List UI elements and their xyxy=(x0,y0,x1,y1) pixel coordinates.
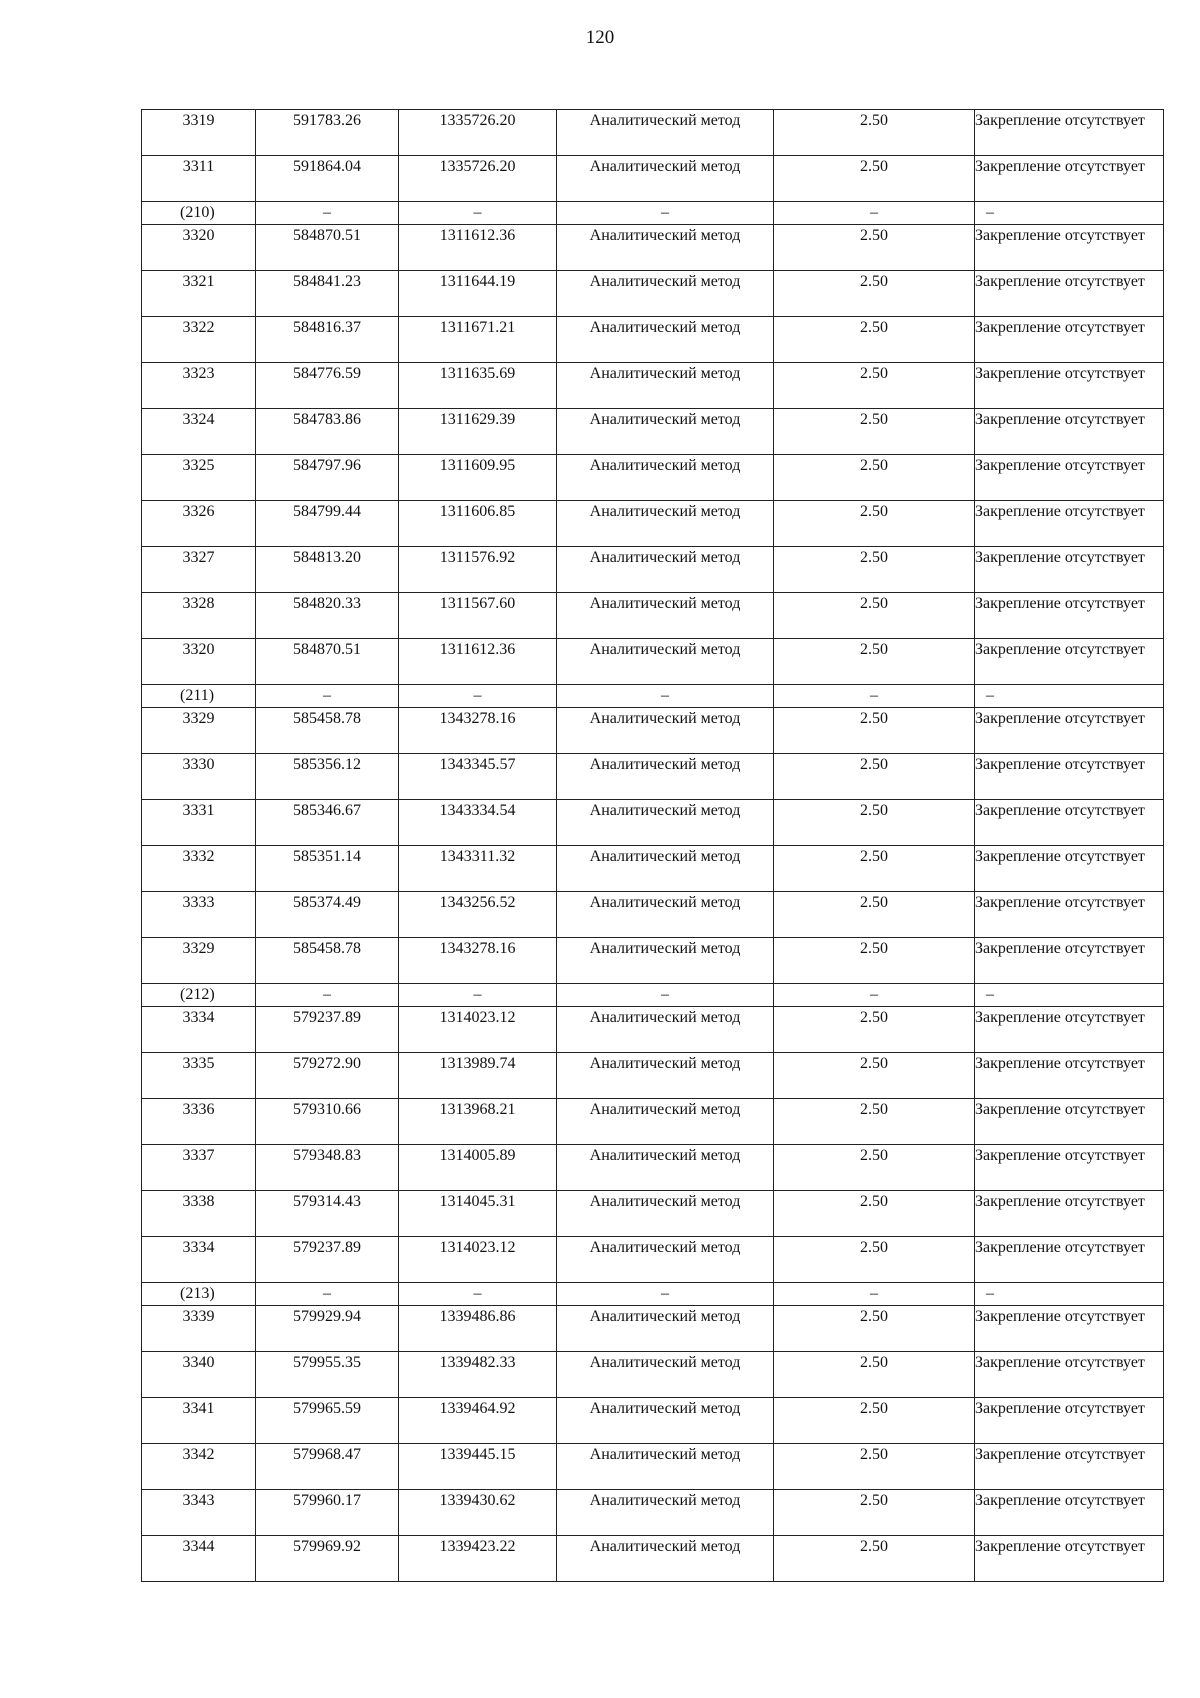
table-row xyxy=(142,1099,1164,1145)
point-number-cell: 3332 xyxy=(142,846,256,892)
table-row xyxy=(142,1306,1164,1352)
table-row xyxy=(142,317,1164,363)
y-coordinate-cell: 1339464.92 xyxy=(399,1398,557,1444)
method-cell: Аналитический метод xyxy=(557,800,774,846)
fixation-cell: – xyxy=(975,1283,1164,1306)
point-number-cell: 3344 xyxy=(142,1536,256,1582)
point-number-cell: 3334 xyxy=(142,1237,256,1283)
method-cell: Аналитический метод xyxy=(557,1099,774,1145)
x-coordinate-cell: 579272.90 xyxy=(256,1053,399,1099)
fixation-cell: Закрепление отсутствует xyxy=(975,317,1164,363)
fixation-cell: Закрепление отсутствует xyxy=(975,409,1164,455)
method-cell: Аналитический метод xyxy=(557,1398,774,1444)
precision-cell: 2.50 xyxy=(774,593,975,639)
method-cell: Аналитический метод xyxy=(557,892,774,938)
table-row xyxy=(142,225,1164,271)
x-coordinate-cell: 584797.96 xyxy=(256,455,399,501)
y-coordinate-cell: – xyxy=(399,1283,557,1306)
table-row xyxy=(142,156,1164,202)
x-coordinate-cell: – xyxy=(256,202,399,225)
x-coordinate-cell: 579968.47 xyxy=(256,1444,399,1490)
point-number-cell: 3329 xyxy=(142,938,256,984)
method-cell: Аналитический метод xyxy=(557,1237,774,1283)
contour-separator-row xyxy=(142,685,1164,708)
point-number-cell: 3320 xyxy=(142,225,256,271)
x-coordinate-cell: 579955.35 xyxy=(256,1352,399,1398)
x-coordinate-cell: 585346.67 xyxy=(256,800,399,846)
method-cell: Аналитический метод xyxy=(557,1352,774,1398)
point-number-cell: 3323 xyxy=(142,363,256,409)
method-cell: – xyxy=(557,1283,774,1306)
x-coordinate-cell: 579969.92 xyxy=(256,1536,399,1582)
fixation-cell: Закрепление отсутствует xyxy=(975,1398,1164,1444)
fixation-cell: Закрепление отсутствует xyxy=(975,1237,1164,1283)
method-cell: Аналитический метод xyxy=(557,156,774,202)
x-coordinate-cell: 579960.17 xyxy=(256,1490,399,1536)
x-coordinate-cell: 584841.23 xyxy=(256,271,399,317)
fixation-cell: Закрепление отсутствует xyxy=(975,547,1164,593)
precision-cell: 2.50 xyxy=(774,846,975,892)
fixation-cell: Закрепление отсутствует xyxy=(975,1145,1164,1191)
table-row xyxy=(142,708,1164,754)
precision-cell: – xyxy=(774,1283,975,1306)
precision-cell: 2.50 xyxy=(774,1237,975,1283)
fixation-cell: Закрепление отсутствует xyxy=(975,110,1164,156)
table-row xyxy=(142,1490,1164,1536)
table-row xyxy=(142,1191,1164,1237)
precision-cell: 2.50 xyxy=(774,317,975,363)
x-coordinate-cell: 584783.86 xyxy=(256,409,399,455)
x-coordinate-cell: 585458.78 xyxy=(256,708,399,754)
precision-cell: 2.50 xyxy=(774,892,975,938)
point-number-cell: 3329 xyxy=(142,708,256,754)
precision-cell: 2.50 xyxy=(774,271,975,317)
fixation-cell: Закрепление отсутствует xyxy=(975,754,1164,800)
x-coordinate-cell: 579929.94 xyxy=(256,1306,399,1352)
fixation-cell: Закрепление отсутствует xyxy=(975,892,1164,938)
contour-separator-row xyxy=(142,1283,1164,1306)
y-coordinate-cell: 1339423.22 xyxy=(399,1536,557,1582)
fixation-cell: Закрепление отсутствует xyxy=(975,708,1164,754)
y-coordinate-cell: 1343256.52 xyxy=(399,892,557,938)
method-cell: Аналитический метод xyxy=(557,1191,774,1237)
x-coordinate-cell: 579965.59 xyxy=(256,1398,399,1444)
table-row xyxy=(142,846,1164,892)
fixation-cell: Закрепление отсутствует xyxy=(975,846,1164,892)
table-row xyxy=(142,754,1164,800)
fixation-cell: Закрепление отсутствует xyxy=(975,225,1164,271)
point-number-cell: 3343 xyxy=(142,1490,256,1536)
x-coordinate-cell: 584816.37 xyxy=(256,317,399,363)
x-coordinate-cell: 585374.49 xyxy=(256,892,399,938)
x-coordinate-cell: 585356.12 xyxy=(256,754,399,800)
table-row xyxy=(142,938,1164,984)
fixation-cell: Закрепление отсутствует xyxy=(975,1099,1164,1145)
coordinates-table xyxy=(141,109,1164,1582)
y-coordinate-cell: 1343345.57 xyxy=(399,754,557,800)
contour-separator-row xyxy=(142,202,1164,225)
method-cell: – xyxy=(557,685,774,708)
point-number-cell: 3341 xyxy=(142,1398,256,1444)
method-cell: Аналитический метод xyxy=(557,501,774,547)
fixation-cell: Закрепление отсутствует xyxy=(975,1306,1164,1352)
method-cell: Аналитический метод xyxy=(557,593,774,639)
fixation-cell: Закрепление отсутствует xyxy=(975,1536,1164,1582)
table-row xyxy=(142,1053,1164,1099)
y-coordinate-cell: 1314045.31 xyxy=(399,1191,557,1237)
precision-cell: 2.50 xyxy=(774,1490,975,1536)
y-coordinate-cell: 1335726.20 xyxy=(399,156,557,202)
page-number: 120 xyxy=(585,27,615,48)
y-coordinate-cell: – xyxy=(399,984,557,1007)
point-number-cell: 3337 xyxy=(142,1145,256,1191)
point-number-cell: (213) xyxy=(142,1283,256,1306)
method-cell: – xyxy=(557,202,774,225)
point-number-cell: 3327 xyxy=(142,547,256,593)
fixation-cell: Закрепление отсутствует xyxy=(975,1053,1164,1099)
method-cell: Аналитический метод xyxy=(557,363,774,409)
precision-cell: 2.50 xyxy=(774,455,975,501)
table-row xyxy=(142,1398,1164,1444)
method-cell: Аналитический метод xyxy=(557,409,774,455)
point-number-cell: 3342 xyxy=(142,1444,256,1490)
table-row xyxy=(142,547,1164,593)
fixation-cell: Закрепление отсутствует xyxy=(975,271,1164,317)
table-row xyxy=(142,455,1164,501)
table-row xyxy=(142,110,1164,156)
precision-cell: 2.50 xyxy=(774,409,975,455)
point-number-cell: 3339 xyxy=(142,1306,256,1352)
method-cell: Аналитический метод xyxy=(557,708,774,754)
x-coordinate-cell: 584776.59 xyxy=(256,363,399,409)
fixation-cell: Закрепление отсутствует xyxy=(975,1352,1164,1398)
point-number-cell: 3320 xyxy=(142,639,256,685)
y-coordinate-cell: 1339482.33 xyxy=(399,1352,557,1398)
y-coordinate-cell: 1311606.85 xyxy=(399,501,557,547)
x-coordinate-cell: – xyxy=(256,1283,399,1306)
x-coordinate-cell: 591864.04 xyxy=(256,156,399,202)
fixation-cell: Закрепление отсутствует xyxy=(975,363,1164,409)
table-row xyxy=(142,892,1164,938)
point-number-cell: 3333 xyxy=(142,892,256,938)
coordinates-table-body xyxy=(142,110,1164,1582)
method-cell: Аналитический метод xyxy=(557,1536,774,1582)
y-coordinate-cell: 1343278.16 xyxy=(399,708,557,754)
table-row xyxy=(142,1352,1164,1398)
point-number-cell: 3340 xyxy=(142,1352,256,1398)
table-row xyxy=(142,409,1164,455)
table-row xyxy=(142,501,1164,547)
point-number-cell: 3321 xyxy=(142,271,256,317)
x-coordinate-cell: 584799.44 xyxy=(256,501,399,547)
table-row xyxy=(142,271,1164,317)
y-coordinate-cell: 1311612.36 xyxy=(399,639,557,685)
y-coordinate-cell: 1311635.69 xyxy=(399,363,557,409)
point-number-cell: (212) xyxy=(142,984,256,1007)
fixation-cell: Закрепление отсутствует xyxy=(975,639,1164,685)
y-coordinate-cell: 1335726.20 xyxy=(399,110,557,156)
contour-separator-row xyxy=(142,984,1164,1007)
x-coordinate-cell: 579237.89 xyxy=(256,1237,399,1283)
table-row xyxy=(142,363,1164,409)
x-coordinate-cell: 591783.26 xyxy=(256,110,399,156)
y-coordinate-cell: 1314005.89 xyxy=(399,1145,557,1191)
table-row xyxy=(142,639,1164,685)
precision-cell: 2.50 xyxy=(774,1444,975,1490)
x-coordinate-cell: 579314.43 xyxy=(256,1191,399,1237)
point-number-cell: 3324 xyxy=(142,409,256,455)
method-cell: Аналитический метод xyxy=(557,846,774,892)
fixation-cell: Закрепление отсутствует xyxy=(975,1007,1164,1053)
method-cell: Аналитический метод xyxy=(557,639,774,685)
fixation-cell: Закрепление отсутствует xyxy=(975,938,1164,984)
y-coordinate-cell: 1311567.60 xyxy=(399,593,557,639)
method-cell: Аналитический метод xyxy=(557,317,774,363)
method-cell: Аналитический метод xyxy=(557,1490,774,1536)
x-coordinate-cell: 584813.20 xyxy=(256,547,399,593)
x-coordinate-cell: – xyxy=(256,685,399,708)
method-cell: Аналитический метод xyxy=(557,938,774,984)
table-row xyxy=(142,1145,1164,1191)
x-coordinate-cell: 579348.83 xyxy=(256,1145,399,1191)
fixation-cell: Закрепление отсутствует xyxy=(975,1191,1164,1237)
precision-cell: 2.50 xyxy=(774,225,975,271)
x-coordinate-cell: 579237.89 xyxy=(256,1007,399,1053)
precision-cell: 2.50 xyxy=(774,708,975,754)
precision-cell: – xyxy=(774,685,975,708)
precision-cell: 2.50 xyxy=(774,547,975,593)
fixation-cell: – xyxy=(975,984,1164,1007)
method-cell: Аналитический метод xyxy=(557,1306,774,1352)
point-number-cell: 3325 xyxy=(142,455,256,501)
fixation-cell: Закрепление отсутствует xyxy=(975,156,1164,202)
table-row xyxy=(142,1536,1164,1582)
y-coordinate-cell: – xyxy=(399,685,557,708)
x-coordinate-cell: 585458.78 xyxy=(256,938,399,984)
precision-cell: – xyxy=(774,202,975,225)
x-coordinate-cell: 585351.14 xyxy=(256,846,399,892)
y-coordinate-cell: 1343334.54 xyxy=(399,800,557,846)
table-row xyxy=(142,1007,1164,1053)
precision-cell: 2.50 xyxy=(774,800,975,846)
point-number-cell: (211) xyxy=(142,685,256,708)
point-number-cell: 3319 xyxy=(142,110,256,156)
precision-cell: 2.50 xyxy=(774,1191,975,1237)
precision-cell: 2.50 xyxy=(774,1306,975,1352)
x-coordinate-cell: 584870.51 xyxy=(256,225,399,271)
precision-cell: 2.50 xyxy=(774,639,975,685)
precision-cell: 2.50 xyxy=(774,1398,975,1444)
method-cell: Аналитический метод xyxy=(557,1053,774,1099)
method-cell: Аналитический метод xyxy=(557,1007,774,1053)
table-row xyxy=(142,1444,1164,1490)
y-coordinate-cell: 1339486.86 xyxy=(399,1306,557,1352)
x-coordinate-cell: 579310.66 xyxy=(256,1099,399,1145)
y-coordinate-cell: 1311629.39 xyxy=(399,409,557,455)
fixation-cell: – xyxy=(975,202,1164,225)
point-number-cell: 3331 xyxy=(142,800,256,846)
fixation-cell: Закрепление отсутствует xyxy=(975,455,1164,501)
x-coordinate-cell: 584820.33 xyxy=(256,593,399,639)
point-number-cell: 3338 xyxy=(142,1191,256,1237)
method-cell: Аналитический метод xyxy=(557,225,774,271)
point-number-cell: 3335 xyxy=(142,1053,256,1099)
fixation-cell: Закрепление отсутствует xyxy=(975,1444,1164,1490)
method-cell: Аналитический метод xyxy=(557,271,774,317)
precision-cell: 2.50 xyxy=(774,754,975,800)
y-coordinate-cell: 1311609.95 xyxy=(399,455,557,501)
method-cell: Аналитический метод xyxy=(557,110,774,156)
point-number-cell: 3322 xyxy=(142,317,256,363)
table-row xyxy=(142,593,1164,639)
precision-cell: – xyxy=(774,984,975,1007)
precision-cell: 2.50 xyxy=(774,110,975,156)
method-cell: Аналитический метод xyxy=(557,754,774,800)
fixation-cell: Закрепление отсутствует xyxy=(975,1490,1164,1536)
y-coordinate-cell: 1311644.19 xyxy=(399,271,557,317)
precision-cell: 2.50 xyxy=(774,501,975,547)
precision-cell: 2.50 xyxy=(774,1536,975,1582)
point-number-cell: 3328 xyxy=(142,593,256,639)
y-coordinate-cell: 1311671.21 xyxy=(399,317,557,363)
y-coordinate-cell: 1311576.92 xyxy=(399,547,557,593)
fixation-cell: Закрепление отсутствует xyxy=(975,800,1164,846)
precision-cell: 2.50 xyxy=(774,1145,975,1191)
precision-cell: 2.50 xyxy=(774,363,975,409)
point-number-cell: (210) xyxy=(142,202,256,225)
precision-cell: 2.50 xyxy=(774,1007,975,1053)
precision-cell: 2.50 xyxy=(774,1352,975,1398)
point-number-cell: 3336 xyxy=(142,1099,256,1145)
y-coordinate-cell: 1314023.12 xyxy=(399,1007,557,1053)
method-cell: Аналитический метод xyxy=(557,455,774,501)
point-number-cell: 3330 xyxy=(142,754,256,800)
method-cell: Аналитический метод xyxy=(557,1444,774,1490)
x-coordinate-cell: – xyxy=(256,984,399,1007)
y-coordinate-cell: 1339445.15 xyxy=(399,1444,557,1490)
fixation-cell: Закрепление отсутствует xyxy=(975,593,1164,639)
point-number-cell: 3311 xyxy=(142,156,256,202)
fixation-cell: – xyxy=(975,685,1164,708)
y-coordinate-cell: 1343278.16 xyxy=(399,938,557,984)
method-cell: Аналитический метод xyxy=(557,1145,774,1191)
method-cell: Аналитический метод xyxy=(557,547,774,593)
precision-cell: 2.50 xyxy=(774,938,975,984)
y-coordinate-cell: 1314023.12 xyxy=(399,1237,557,1283)
y-coordinate-cell: 1339430.62 xyxy=(399,1490,557,1536)
y-coordinate-cell: 1311612.36 xyxy=(399,225,557,271)
precision-cell: 2.50 xyxy=(774,1099,975,1145)
y-coordinate-cell: 1313989.74 xyxy=(399,1053,557,1099)
precision-cell: 2.50 xyxy=(774,156,975,202)
table-row xyxy=(142,800,1164,846)
point-number-cell: 3334 xyxy=(142,1007,256,1053)
precision-cell: 2.50 xyxy=(774,1053,975,1099)
y-coordinate-cell: 1313968.21 xyxy=(399,1099,557,1145)
point-number-cell: 3326 xyxy=(142,501,256,547)
fixation-cell: Закрепление отсутствует xyxy=(975,501,1164,547)
y-coordinate-cell: – xyxy=(399,202,557,225)
method-cell: – xyxy=(557,984,774,1007)
y-coordinate-cell: 1343311.32 xyxy=(399,846,557,892)
x-coordinate-cell: 584870.51 xyxy=(256,639,399,685)
table-row xyxy=(142,1237,1164,1283)
